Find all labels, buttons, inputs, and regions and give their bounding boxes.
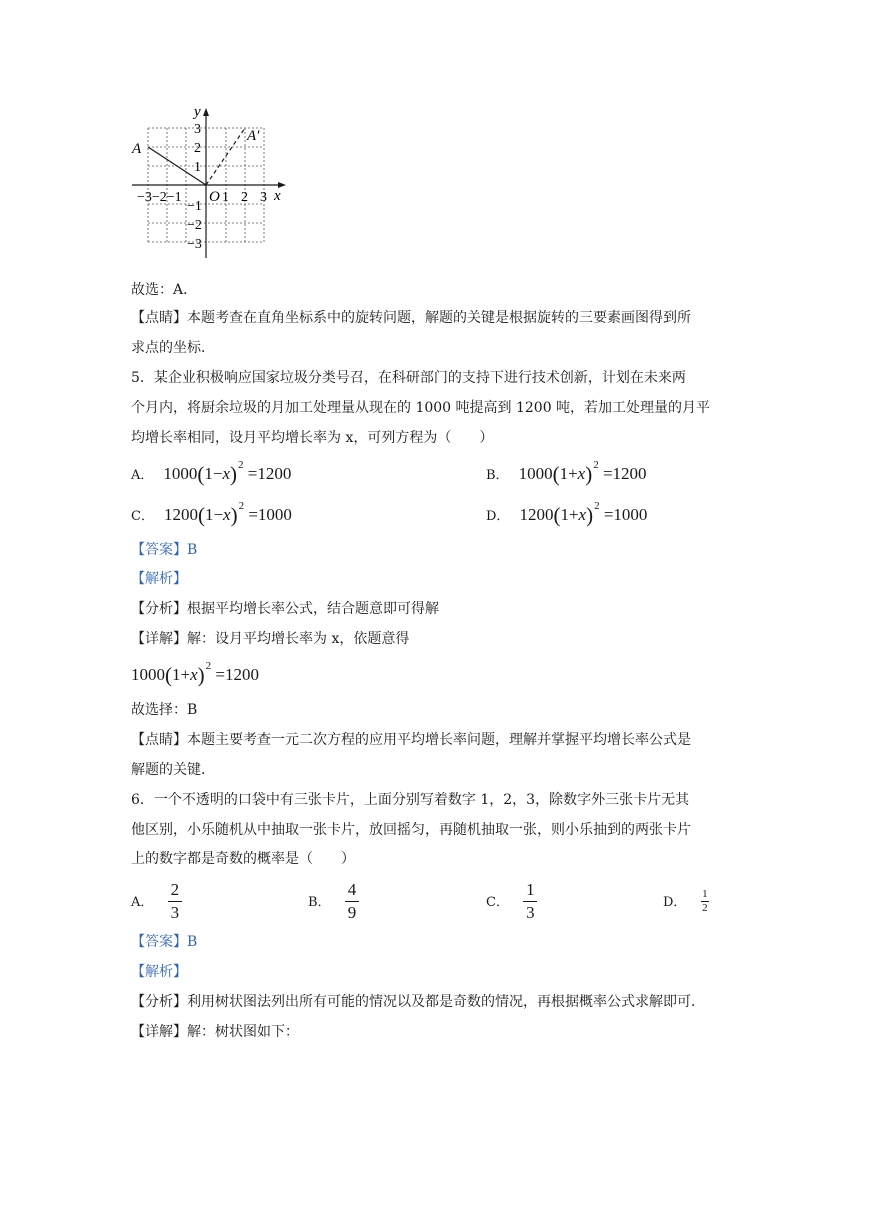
eq-exponent: 2 <box>594 500 600 512</box>
q6-stem-line-3: 上的数字都是奇数的概率是（ ） <box>131 851 355 867</box>
fraction <box>168 881 182 922</box>
q6-option-b <box>308 881 359 922</box>
x-axis-label: x <box>274 188 281 204</box>
eq-var: x <box>578 505 587 524</box>
numerator: 2 <box>170 880 180 899</box>
axes <box>132 108 286 258</box>
option-label: D． <box>663 894 687 910</box>
q5-comment-line-1: 【点睛】本题主要考查一元二次方程的应用平均增长率问题，理解并掌握平均增长率公式是 <box>131 732 691 748</box>
option-label: D． <box>486 509 510 524</box>
x-tick-label-1: 1 <box>222 190 229 205</box>
eq-lhs: 1200 <box>519 505 554 524</box>
option-label: A． <box>131 894 154 910</box>
q5-stem-line-1: 5．某企业积极响应国家垃圾分类号召，在科研部门的支持下进行技术创新，计划在未来两 <box>131 370 686 386</box>
eq-inner-a: 1 <box>204 464 213 483</box>
point-a-prime-label: A′ <box>247 128 260 144</box>
q6-stem-line-2: 他区别，小乐随机从中抽取一张卡片，放回摇匀，再随机抽取一张，则小乐抽到的两张卡片 <box>131 822 691 838</box>
q5-comment-line-2: 解题的关键． <box>131 762 215 778</box>
q5-choose: 故选择：B <box>131 702 198 718</box>
q4-comment-line-2: 求点的坐标． <box>131 340 215 356</box>
q5-analysis: 【分析】根据平均增长率公式，结合题意即可得解 <box>131 601 439 617</box>
eq-lhs: 1000 <box>518 464 553 483</box>
eq-lhs: 1200 <box>163 505 198 524</box>
eq-inner-a: 1 <box>560 505 569 524</box>
q6-option-c <box>486 881 537 922</box>
origin-label: O <box>209 189 220 205</box>
q5-detail: 【详解】解：设月平均增长率为 x，依题意得 <box>131 631 410 647</box>
q6-stem-line-1: 6．一个不透明的口袋中有三张卡片，上面分别写着数字 1，2，3，除数字外三张卡片无其 <box>131 792 690 808</box>
x-tick-label-2: 2 <box>241 190 248 205</box>
numerator: 4 <box>347 880 357 899</box>
segment-o-a-prime <box>206 128 245 185</box>
eq-rhs: =1000 <box>248 505 292 524</box>
q5-option-b: B． $1000(1+x)^2 =1200$ <box>486 459 647 486</box>
y-tick-label-neg2: −2 <box>187 218 202 233</box>
eq-var: x <box>222 464 231 483</box>
eq-inner-a: 1 <box>559 464 569 483</box>
eq-op: + <box>568 505 579 524</box>
q5-jiexi-heading: 【解析】 <box>131 571 187 587</box>
eq-op: + <box>180 665 191 684</box>
eq-var: x <box>577 464 586 483</box>
option-label: B． <box>308 894 331 910</box>
q6-jiexi-heading: 【解析】 <box>131 964 187 980</box>
y-tick-label-3: 3 <box>194 122 201 137</box>
option-label: C． <box>131 509 154 524</box>
eq-exponent: 2 <box>593 459 599 471</box>
eq-lhs: 1000 <box>163 464 198 483</box>
y-tick-label-1: 1 <box>194 160 201 175</box>
eq-exponent: 2 <box>205 660 212 672</box>
q5-stem-line-2: 个月内，将厨余垃圾的月加工处理量从现在的 1000 吨提高到 1200 吨，若加工处理量的月平 <box>131 400 711 416</box>
q6-analysis: 【分析】利用树状图法列出所有可能的情况以及都是奇数的情况，再根据概率公式求解即可． <box>131 994 705 1010</box>
numerator: 1 <box>526 880 535 899</box>
q4-comment-line-1: 【点睛】本题考查在直角坐标系中的旋转问题，解题的关键是根据旋转的三要素画图得到所 <box>131 310 691 326</box>
fraction <box>523 881 537 922</box>
eq-exponent: 2 <box>238 500 245 512</box>
q5-option-c: C． $1200(1-x)^2 =1000$ <box>131 500 292 527</box>
eq-op: − <box>213 505 224 524</box>
eq-op: − <box>212 464 223 483</box>
option-label: C． <box>486 894 509 910</box>
denominator: 9 <box>347 903 357 922</box>
option-label: B． <box>486 468 509 483</box>
eq-var: x <box>223 505 231 524</box>
eq-rhs: =1200 <box>247 464 292 483</box>
denominator: 3 <box>170 903 180 922</box>
q6-option-a <box>131 881 182 922</box>
q6-answer: 【答案】B <box>131 934 198 950</box>
coordinate-graph <box>128 100 298 260</box>
denominator: 2 <box>702 902 708 914</box>
y-tick-label-neg1: −1 <box>187 199 202 214</box>
eq-rhs: =1200 <box>215 665 259 684</box>
q6-detail: 【详解】解：树状图如下： <box>131 1024 299 1040</box>
point-a-label: A <box>132 141 142 157</box>
fraction <box>345 881 359 922</box>
eq-rhs: =1000 <box>603 505 648 524</box>
y-tick-label-2: 2 <box>194 141 201 156</box>
y-axis-label: y <box>194 104 201 120</box>
q5-equation: $1000(1+x)^2 =1200$ <box>131 660 259 687</box>
q5-answer: 【答案】B <box>131 542 198 558</box>
eq-rhs: =1200 <box>602 464 647 483</box>
q5-stem-line-3: 均增长率相同，设月平均增长率为 x，可列方程为（ ） <box>131 430 494 446</box>
x-tick-label-3: 3 <box>260 190 267 205</box>
eq-exponent: 2 <box>238 459 244 471</box>
q4-choose: 故选：A． <box>131 282 198 298</box>
eq-lhs: 1000 <box>131 665 165 684</box>
numerator: 1 <box>702 888 708 900</box>
eq-inner-a: 1 <box>204 505 214 524</box>
eq-var: x <box>190 665 198 684</box>
denominator: 3 <box>526 903 535 922</box>
x-tick-labels-negative: −3−2−1 <box>137 190 182 205</box>
eq-inner-a: 1 <box>172 665 181 684</box>
q5-option-d: D． $1200(1+x)^2 =1000$ <box>486 500 648 527</box>
option-label: A． <box>131 468 154 483</box>
q6-option-d <box>663 889 709 914</box>
eq-op: + <box>568 464 578 483</box>
fraction <box>701 889 709 914</box>
y-tick-label-neg3: −3 <box>187 237 202 252</box>
q5-option-a: A． $1000(1-x)^2 =1200$ <box>131 459 292 486</box>
